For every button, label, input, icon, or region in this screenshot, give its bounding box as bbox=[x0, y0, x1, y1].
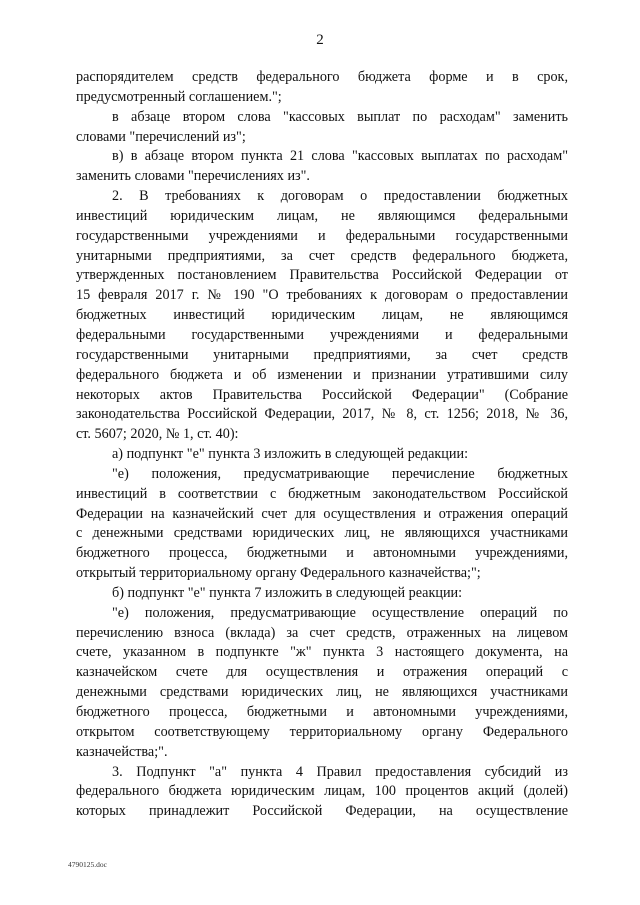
text-line: казначейства;". bbox=[76, 743, 168, 760]
text-line: государственными учреждениями и федеральными государственными bbox=[76, 227, 568, 244]
text-line: счете, указанном в подпункте "ж" пункта 3 настоящего документа, на bbox=[76, 644, 568, 661]
text-line: 3. Подпункт "а" пункта 4 Правил предоставления субсидий из bbox=[112, 763, 568, 780]
text-line: бюджетного процесса, бюджетными и автономными учреждениями, bbox=[76, 704, 568, 720]
text-line: утвержденных постановлением Правительства Российской Федерации от bbox=[76, 267, 568, 284]
text-line: Федерации на казначейский счет для осуществления и отражения операций bbox=[76, 505, 568, 522]
document-body bbox=[76, 68, 568, 822]
text-line: в) в абзаце втором пункта 21 слова "кассовых выплатах по расходам" bbox=[112, 148, 568, 165]
text-line: 2. В требованиях к договорам о предоставлении бюджетных bbox=[112, 188, 568, 205]
text-line: открытом соответствующему территориальному органу Федерального bbox=[76, 723, 568, 740]
paragraph bbox=[76, 108, 568, 148]
text-line: 15 февраля 2017 г. № 190 "О требованиях к договорам о предоставлении bbox=[76, 287, 568, 304]
text-line: законодательства Российской Федерации, 2017, № 8, ст. 1256; 2018, № 36, bbox=[76, 406, 568, 423]
text-line: "е) положения, предусматривающие осуществление операций по bbox=[112, 604, 568, 621]
text-line: "е) положения, предусматривающие перечисление бюджетных bbox=[112, 465, 568, 482]
text-line: федерального бюджета и об изменении и признании утратившими силу bbox=[76, 366, 568, 383]
text-line: бюджетного процесса, бюджетными и автономными учреждениями, bbox=[76, 545, 568, 562]
text-line: инвестиций в соответствии с бюджетным законодательством Российской bbox=[76, 485, 568, 502]
text-line: федерального бюджета юридическим лицам, 100 процентов акций (долей) bbox=[76, 783, 568, 800]
text-line: с денежными средствами юридических лиц, не являющихся участниками bbox=[76, 525, 568, 542]
text-line: распорядителем средств федерального бюджета форме и в срок, bbox=[76, 69, 568, 85]
text-line: федеральными государственными учреждениями и федеральными bbox=[76, 326, 568, 343]
paragraph bbox=[76, 763, 568, 823]
file-code-footer: 4790125.doc bbox=[68, 860, 107, 869]
text-line: б) подпункт "е" пункта 7 изложить в следующей реакции: bbox=[112, 584, 463, 601]
text-line: словами "перечислений из"; bbox=[76, 128, 246, 145]
text-line: ст. 5607; 2020, № 1, ст. 40): bbox=[76, 426, 239, 443]
page-number: 2 bbox=[316, 32, 324, 48]
paragraph bbox=[76, 147, 568, 187]
text-line: некоторых актов Правительства Российской Федерации" (Собрание bbox=[76, 386, 568, 403]
paragraph bbox=[76, 187, 568, 445]
text-line: государственными унитарными предприятиями, за счет средств bbox=[76, 346, 568, 363]
text-line: перечислению взноса (вклада) за счет средств, отраженных на лицевом bbox=[76, 624, 568, 641]
text-line: которых принадлежит Российской Федерации, на осуществление bbox=[76, 803, 568, 820]
text-line: казначейском счете для осуществления и отражения операций с bbox=[76, 664, 568, 681]
paragraph bbox=[76, 68, 568, 108]
text-line: а) подпункт "е" пункта 3 изложить в следующей редакции: bbox=[112, 446, 469, 463]
paragraph bbox=[76, 584, 568, 604]
text-line: унитарными предприятиями, за счет средств федерального бюджета, bbox=[76, 247, 568, 264]
text-line: заменить словами "перечислениях из". bbox=[76, 168, 310, 185]
text-line: открытый территориальному органу Федерального казначейства;"; bbox=[76, 565, 481, 582]
text-line: предусмотренный соглашением."; bbox=[76, 88, 282, 105]
text-line: денежными средствами юридических лиц, не являющихся участниками bbox=[76, 684, 568, 701]
paragraph bbox=[76, 465, 568, 584]
text-line: бюджетных инвестиций юридическим лицам, не являющимся bbox=[76, 307, 568, 324]
text-line: в абзаце втором слова "кассовых выплат по расходам" заменить bbox=[112, 108, 568, 125]
paragraph bbox=[76, 604, 568, 763]
text-line: инвестиций юридическим лицам, не являющимся федеральными bbox=[76, 207, 568, 224]
paragraph bbox=[76, 445, 568, 465]
